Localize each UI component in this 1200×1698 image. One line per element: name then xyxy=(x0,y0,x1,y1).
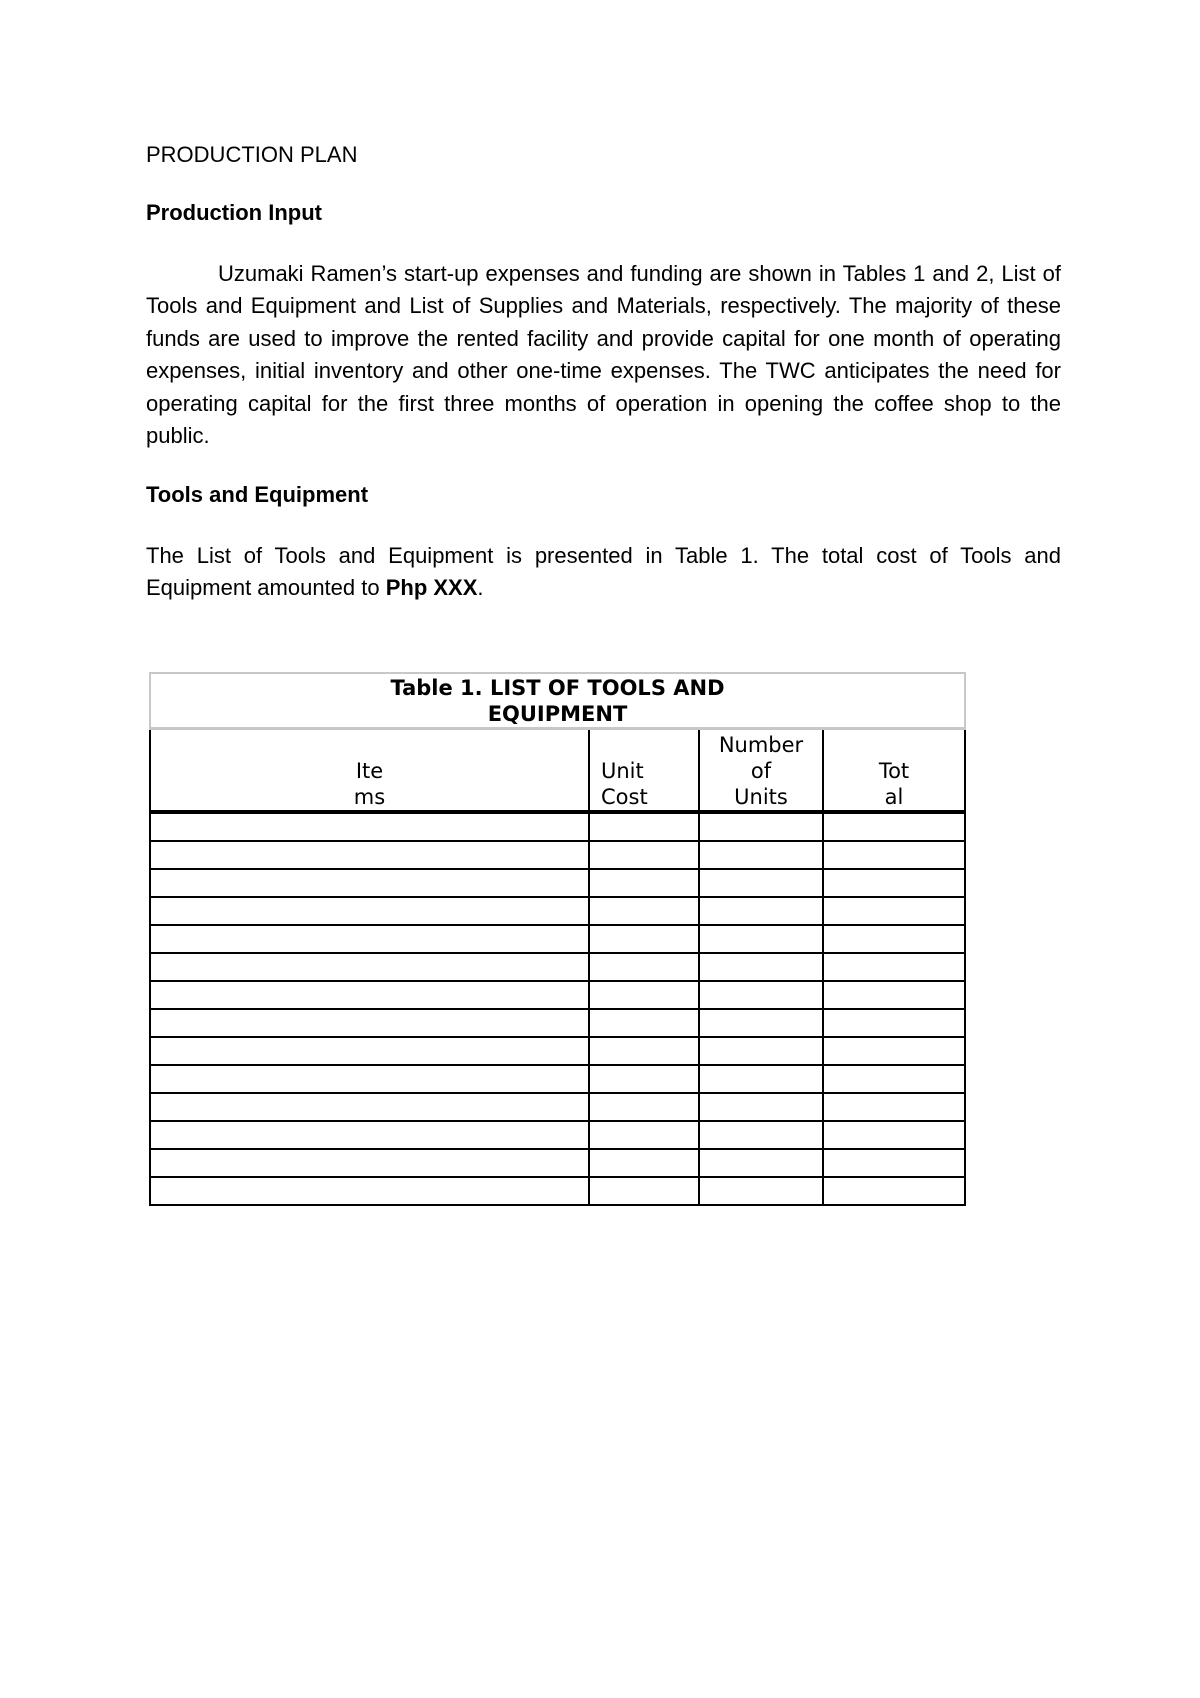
table-cell-number-of-units xyxy=(699,1093,823,1121)
table-cell-unit-cost xyxy=(589,897,699,925)
table-cell-total xyxy=(823,1065,965,1093)
table-cell-number-of-units xyxy=(699,897,823,925)
paragraph-end: . xyxy=(477,575,484,601)
amount-text: Php XXX xyxy=(385,575,478,601)
paragraph-text: The List of Tools and Equipment is presented in Table 1. The total cost of Tools and Equipment amounted to xyxy=(146,543,1061,601)
table-row xyxy=(150,1177,965,1205)
table-cell-item xyxy=(150,1093,589,1121)
table-cell-item xyxy=(150,981,589,1009)
table-cell-total xyxy=(823,1121,965,1149)
table-cell-total xyxy=(823,981,965,1009)
table-cell-total xyxy=(823,1009,965,1037)
table-cell-unit-cost xyxy=(589,1009,699,1037)
table-cell-unit-cost xyxy=(589,1093,699,1121)
table-cell-unit-cost xyxy=(589,1177,699,1205)
tools-equipment-table-container xyxy=(149,672,966,1206)
tools-equipment-table xyxy=(149,672,966,1206)
table-cell-number-of-units xyxy=(699,1037,823,1065)
table-cell-number-of-units xyxy=(699,1149,823,1177)
table-cell-total xyxy=(823,841,965,869)
table-cell-unit-cost xyxy=(589,1149,699,1177)
table-cell-item xyxy=(150,1065,589,1093)
header-items xyxy=(150,729,589,813)
table-cell-unit-cost xyxy=(589,981,699,1009)
table-row xyxy=(150,869,965,897)
table-cell-unit-cost xyxy=(589,1065,699,1093)
table-cell-number-of-units xyxy=(699,869,823,897)
table-cell-unit-cost xyxy=(589,925,699,953)
table-cell-total xyxy=(823,1037,965,1065)
table-cell-item xyxy=(150,869,589,897)
table-cell-number-of-units xyxy=(699,1177,823,1205)
caption-line-2: EQUIPMENT xyxy=(487,701,628,726)
table-row xyxy=(150,1121,965,1149)
table-cell-item xyxy=(150,897,589,925)
section-heading-tools-and-equipment: Tools and Equipment xyxy=(146,482,369,507)
header-items-line1: Ite xyxy=(355,759,384,783)
header-number-of-units xyxy=(699,729,823,813)
table-row xyxy=(150,953,965,981)
header-number-line2: of xyxy=(750,759,772,783)
table-caption xyxy=(150,673,965,729)
header-total-line1: Tot xyxy=(878,759,910,783)
table-row xyxy=(150,812,965,841)
table-cell-total xyxy=(823,1149,965,1177)
table-cell-item xyxy=(150,1177,589,1205)
table-cell-item xyxy=(150,1149,589,1177)
table-row xyxy=(150,925,965,953)
header-number-line3: Units xyxy=(734,785,788,809)
production-input-paragraph: Uzumaki Ramen’s start-up expenses and funding are shown in Tables 1 and 2, List of Tools and Equipment and List of Supplies and Materials, respectively. The majority of these funds are used to improve the rented facility and provide capital for one month of operating expenses, initial inventory and other one-time expenses. The TWC anticipates the need for operating capital for the first three months of operation in opening the coffee shop to the public. xyxy=(146,261,1061,449)
table-cell-number-of-units xyxy=(699,1121,823,1149)
header-unit-cost-line1: Unit xyxy=(601,759,644,783)
table-row xyxy=(150,1149,965,1177)
table-cell-number-of-units xyxy=(699,981,823,1009)
table-cell-total xyxy=(823,1177,965,1205)
table-cell-unit-cost xyxy=(589,812,699,841)
table-cell-item xyxy=(150,1037,589,1065)
table-cell-number-of-units xyxy=(699,1065,823,1093)
table-cell-total xyxy=(823,953,965,981)
section-heading-production-input: Production Input xyxy=(146,200,322,225)
table-cell-total xyxy=(823,812,965,841)
table-row xyxy=(150,981,965,1009)
table-caption-row xyxy=(150,673,965,729)
table-cell-item xyxy=(150,841,589,869)
table-cell-total xyxy=(823,897,965,925)
table-cell-unit-cost xyxy=(589,841,699,869)
header-total-line2: al xyxy=(884,785,904,809)
header-number-line1: Number xyxy=(718,733,804,757)
caption-line-1: Table 1. LIST OF TOOLS AND xyxy=(390,675,725,700)
table-cell-item xyxy=(150,812,589,841)
table-row xyxy=(150,1037,965,1065)
table-cell-item xyxy=(150,925,589,953)
document-title: PRODUCTION PLAN xyxy=(146,142,358,167)
table-cell-total xyxy=(823,925,965,953)
table-cell-item xyxy=(150,1121,589,1149)
table-cell-item xyxy=(150,1009,589,1037)
table-row xyxy=(150,841,965,869)
table-cell-unit-cost xyxy=(589,1121,699,1149)
table-cell-unit-cost xyxy=(589,1037,699,1065)
table-cell-total xyxy=(823,1093,965,1121)
header-total xyxy=(823,729,965,813)
table-cell-number-of-units xyxy=(699,953,823,981)
table-row xyxy=(150,1093,965,1121)
header-unit-cost-line2: Cost xyxy=(601,785,648,809)
table-cell-total xyxy=(823,869,965,897)
table-cell-unit-cost xyxy=(589,869,699,897)
table-cell-number-of-units xyxy=(699,812,823,841)
table-row xyxy=(150,897,965,925)
table-cell-number-of-units xyxy=(699,925,823,953)
header-unit-cost xyxy=(589,729,699,813)
table-row xyxy=(150,1065,965,1093)
tools-and-equipment-paragraph xyxy=(146,540,1061,605)
header-items-line2: ms xyxy=(353,785,386,809)
table-cell-number-of-units xyxy=(699,841,823,869)
table-cell-item xyxy=(150,953,589,981)
table-row xyxy=(150,1009,965,1037)
table-cell-number-of-units xyxy=(699,1009,823,1037)
table-cell-unit-cost xyxy=(589,953,699,981)
table-header-row xyxy=(150,729,965,813)
